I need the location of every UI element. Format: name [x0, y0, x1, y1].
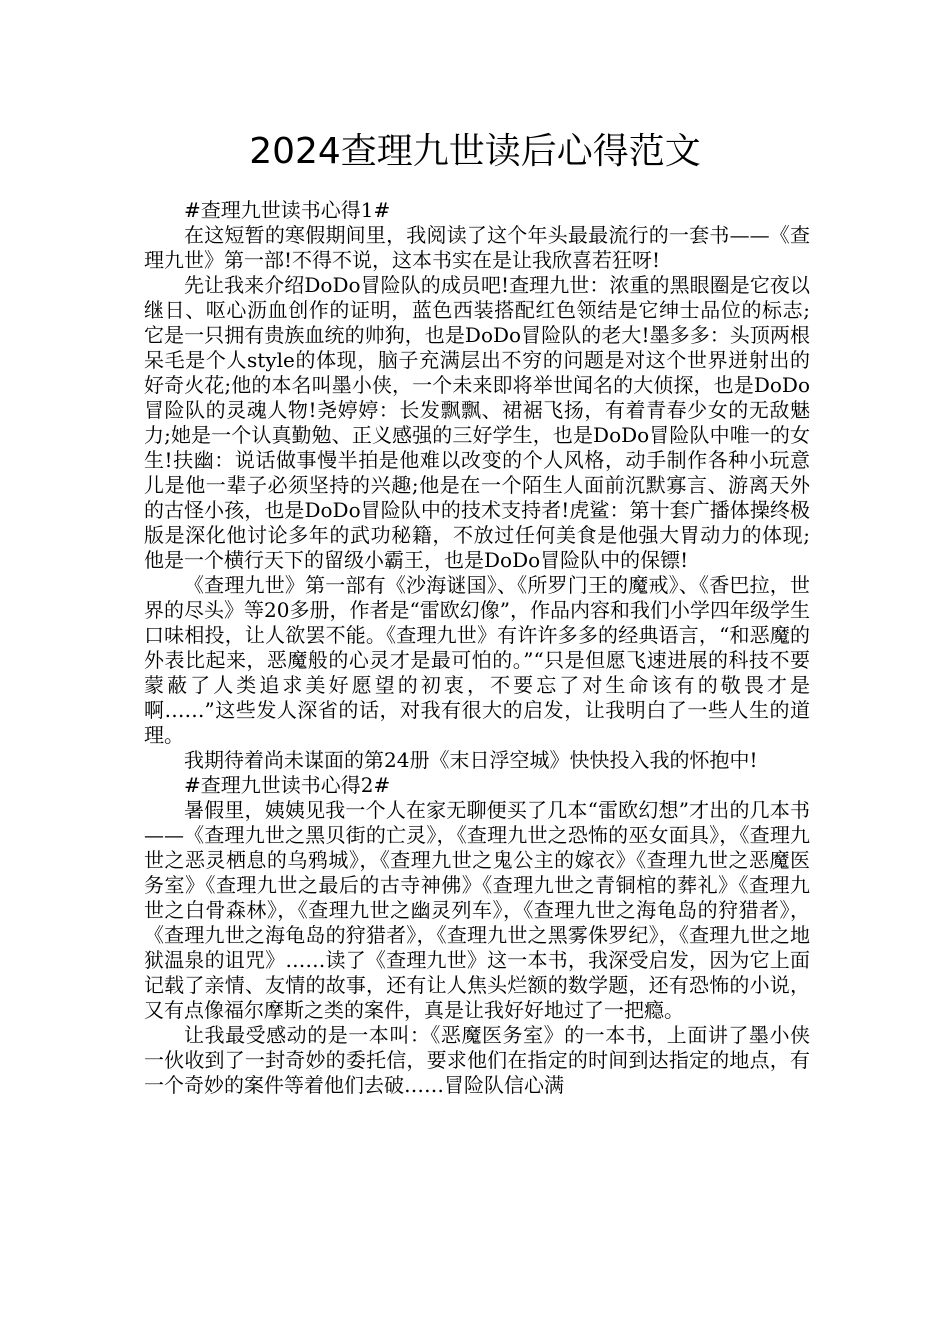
document-body: [144, 198, 810, 1098]
paragraph: 我期待着尚未谋面的第24册《末日浮空城》快快投入我的怀抱中!: [184, 748, 758, 772]
section-heading-1: #查理九世读书心得1#: [184, 198, 391, 222]
paragraph: 暑假里，姨姨见我一个人在家无聊便买了几本“雷欧幻想”才出的几本书——《查理九世之黑贝街的亡灵》，《查理九世之恐怖的巫女面具》，《查理九世之恶灵栖息的乌鸦城》，《查理九世之鬼公主的嫁衣》《查理九世之恶魔医务室》《查理九世之最后的古寺神佛》《查理九世之青铜棺的葬礼》《查理九世之白骨森林》，《查理九世之幽灵列车》，《查理九世之海龟岛的狩猎者》，《查理九世之海龟岛的狩猎者》，《查理九世之黑雾侏罗纪》，《查理九世之地狱温泉的诅咒》……读了《查理九世》这一本书，我深受启发，因为它上面记载了亲情、友情的故事，还有让人焦头烂额的数学题，还有恐怖的小说，又有点像福尔摩斯之类的案件，真是让我好好地过了一把瘾。: [144, 798, 810, 1022]
section-heading-2: #查理九世读书心得2#: [184, 773, 391, 797]
paragraph: 让我最受感动的是一本叫：《恶魔医务室》的一本书，上面讲了墨小侠一伙收到了一封奇妙的委托信，要求他们在指定的时间到达指定的地点，有一个奇妙的案件等着他们去破……冒险队信心满: [144, 1023, 810, 1097]
paragraph: 《查理九世》第一部有《沙海谜国》、《所罗门王的魔戒》、《香巴拉，世界的尽头》等20多册，作者是“雷欧幻像”，作品内容和我们小学四年级学生口味相投，让人欲罢不能。《查理九世》有许许多多的经典语言，“和恶魔的外表比起来，恶魔般的心灵才是最可怕的。”“只是但愿飞速进展的科技不要蒙蔽了人类追求美好愿望的初衷，不要忘了对生命该有的敬畏才是啊……”这些发人深省的话，对我有很大的启发，让我明白了一些人生的道理。: [144, 573, 810, 747]
document-title: 2024查理九世读后心得范文: [249, 131, 701, 172]
paragraph: 先让我来介绍DoDo冒险队的成员吧!查理九世：浓重的黑眼圈是它夜以继日、呕心沥血创作的证明，蓝色西装搭配红色领结是它绅士品位的标志;它是一只拥有贵族血统的帅狗，也是DoDo冒险队的老大!墨多多：头顶两根呆毛是个人style的体现，脑子充满层出不穷的问题是对这个世界迸射出的好奇火花;他的本名叫墨小侠，一个未来即将举世闻名的大侦探，也是DoDo冒险队的灵魂人物!尧婷婷：长发飘飘、裙裾飞扬，有着青春少女的无敌魅力;她是一个认真勤勉、正义感强的三好学生，也是DoDo冒险队中唯一的女生!扶幽：说话做事慢半拍是他难以改变的个人风格，动手制作各种小玩意儿是他一辈子必须坚持的兴趣;他是在一个陌生人面前沉默寡言、游离天外的古怪小孩，也是DoDo冒险队中的技术支持者!虎鲨：第十套广播体操终极版是深化他讨论多年的武功秘籍，不放过任何美食是他强大胃动力的体现;他是一个横行天下的留级小霸王，也是DoDo冒险队中的保镖!: [144, 273, 810, 572]
paragraph: 在这短暂的寒假期间里，我阅读了这个年头最最流行的一套书——《查理九世》第一部!不得不说，这本书实在是让我欣喜若狂呀!: [144, 223, 810, 272]
